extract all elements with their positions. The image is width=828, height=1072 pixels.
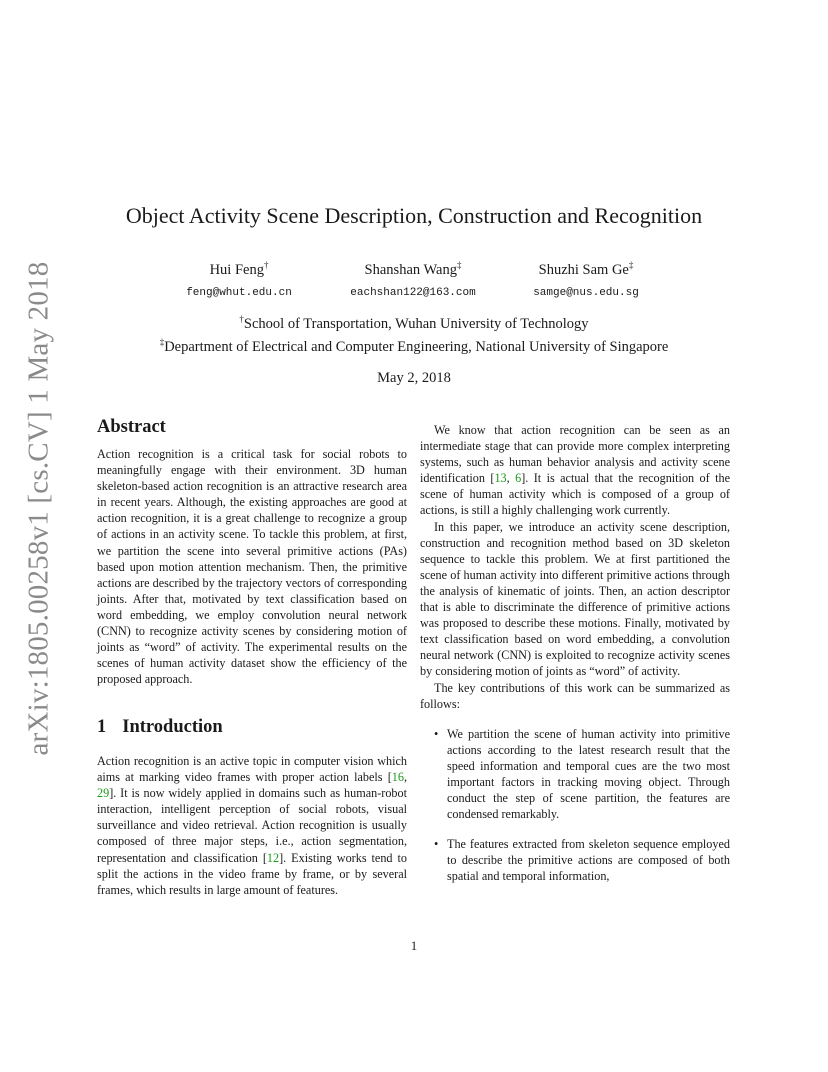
affiliation: ‡Department of Electrical and Computer Engineering, National University of Singapore: [159, 337, 669, 355]
arxiv-id-text: arXiv:1805.00258v1 [cs.CV] 1 May 2018: [22, 261, 55, 755]
abstract-body: [97, 446, 407, 687]
citation-link[interactable]: 16: [391, 770, 404, 785]
introduction-body: [97, 753, 407, 898]
list-item: • We partition the scene of human activity into primitive actions according to the latest research result that the speed information and temporal cues are the two most important factors in tracking moving object. Through conduct the step of scene partition, the features are condensed remarkably.: [434, 726, 730, 822]
author-block: [313, 260, 513, 299]
author-name: Shuzhi Sam Ge‡: [538, 260, 634, 278]
contributions-list: [420, 726, 730, 885]
affiliation: †School of Transportation, Wuhan University of Technology: [239, 314, 589, 332]
citation-link[interactable]: 6: [515, 471, 522, 486]
author-email: feng@whut.edu.cn: [186, 286, 292, 299]
author-block: [139, 260, 339, 299]
right-paragraph: In this paper, we introduce an activity scene description, construction and recognition method based on 3D skeleton sequence to tackle this problem. We at first partitioned the scene of human activity into different primitive actions through the analysis of kinematic of joints. Then, an action descriptor that is able to discriminate the difference of primitive actions was proposed to describe these motions. Finally, motivated by text classification based on word embedding, a convolution neural network (CNN) is exploited to recognize activity scenes by considering motion of joints as “word” of activity.: [420, 519, 730, 679]
paper-date: May 2, 2018: [377, 370, 451, 386]
list-item: • The features extracted from skeleton sequence employed to describe the primitive actions are composed of both spatial and temporal information,: [434, 837, 730, 884]
right-column: [420, 422, 730, 885]
citation-link[interactable]: 13: [494, 471, 507, 486]
author-name: Shanshan Wang‡: [364, 260, 462, 278]
intro-paragraph: Action recognition is an active topic in computer vision which aims at marking video frames with proper action labels [16, 29]. It is now widely applied in domains such as human-robot interaction, intelligent perception of social robots, visual surveillance and video retrieval. Action recognition is usually composed of three major steps, i.e., action segmentation, representation and classification [12]. Existing works tend to split the actions in the video frame by frame, or by several frames, which results in large amount of features.: [97, 754, 407, 897]
citation-link[interactable]: 29: [97, 786, 110, 801]
bullet-icon: •: [434, 837, 439, 852]
abstract-heading: Abstract: [97, 417, 166, 437]
bullet-icon: •: [434, 726, 439, 741]
page-number: 1: [410, 939, 418, 953]
author-email: samge@nus.edu.sg: [533, 286, 639, 299]
author-email: eachshan122@163.com: [350, 286, 476, 299]
citation-link[interactable]: 12: [266, 850, 280, 865]
abstract-text: Action recognition is a critical task for social robots to meaningfully engage with their environment. 3D human skeleton-based action recognition is an attractive research area in recent years. Although, the existing approaches are good at action recognition, it is a great challenge to recognize a group of actions in an activity scene. To tackle this problem, at first, we partition the scene into several primitive actions (PAs) based upon motion attention mechanism. Then, the primitive actions are described by the trajectory vectors of corresponding joints. After that, motivated by text classification based on word embedding, we employ convolution neural network (CNN) to recognize activity scenes by considering motion of joints as “word” of activity. The experimental results on the scenes of human activity dataset show the efficiency of the proposed approach.: [97, 447, 407, 687]
right-paragraph: The key contributions of this work can be summarized as follows:: [420, 680, 730, 711]
section-heading-introduction: 1 Introduction: [97, 717, 223, 737]
paper-title: Object Activity Scene Description, Construction and Recognition: [125, 203, 703, 228]
right-paragraph: We know that action recognition can be seen as an intermediate stage that can provide more complex interpreting systems, such as human behavior analysis and activity scene identification [13, 6]. It is actual that the recognition of the scene of human activity which is composed of a group of actions, is still a highly challenging work currently.: [420, 423, 730, 518]
author-name: Hui Feng†: [209, 260, 269, 278]
author-block: [486, 260, 686, 299]
